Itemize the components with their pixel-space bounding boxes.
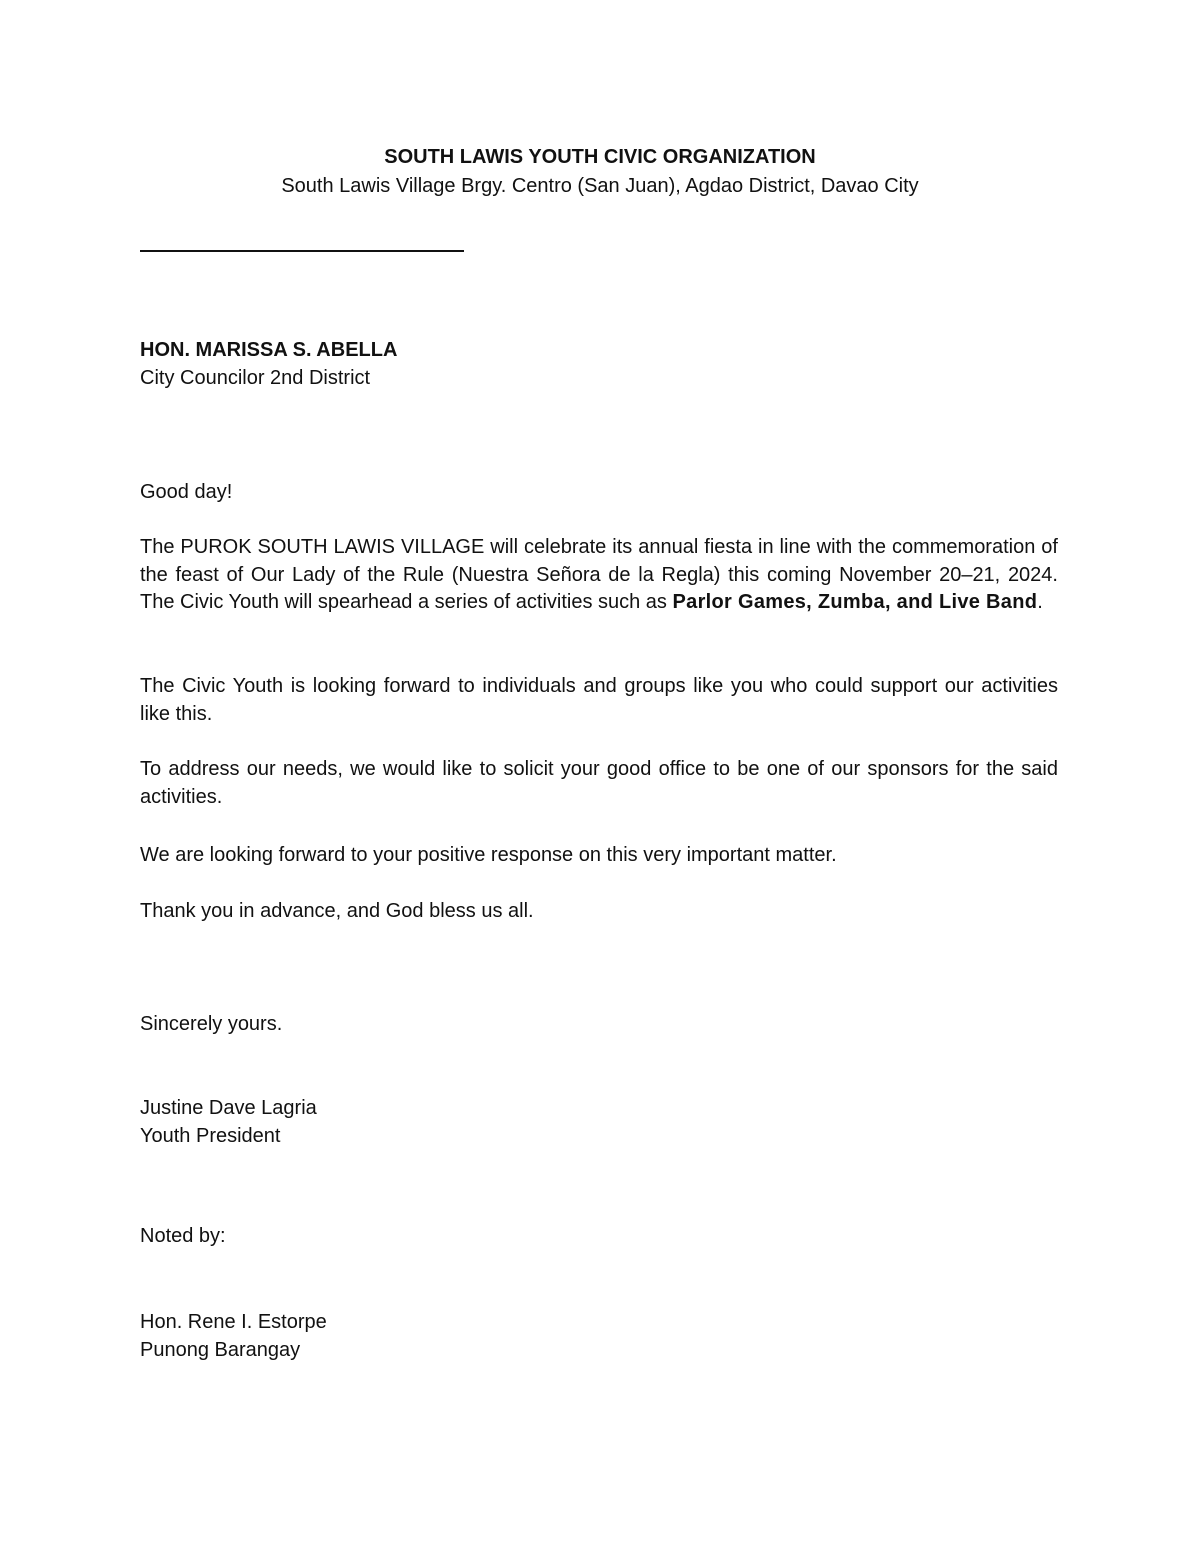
paragraph-solicit: To address our needs, we would like to solicit your good office to be one of our sponsors for the said activities. <box>140 758 1058 808</box>
organization-address: South Lawis Village Brgy. Centro (San Juan), Agdao District, Davao City <box>281 175 919 197</box>
paragraph-fiesta-end: . <box>1037 591 1043 613</box>
signer-title: Youth President <box>140 1125 281 1147</box>
paragraph-support: The Civic Youth is looking forward to individuals and groups like you who could support our activities like this. <box>140 675 1058 725</box>
noter-title: Punong Barangay <box>140 1339 301 1361</box>
greeting: Good day! <box>140 481 233 503</box>
header-divider <box>140 250 464 252</box>
valediction: Sincerely yours. <box>140 1013 283 1035</box>
noter-name: Hon. Rene I. Estorpe <box>140 1311 327 1333</box>
activities-list: Parlor Games, Zumba, and Live Band <box>672 591 1038 613</box>
paragraph-thanks: Thank you in advance, and God bless us all. <box>140 900 534 922</box>
recipient-name: HON. MARISSA S. ABELLA <box>140 339 398 361</box>
noted-by-label: Noted by: <box>140 1225 226 1247</box>
organization-name: SOUTH LAWIS YOUTH CIVIC ORGANIZATION <box>384 146 816 168</box>
paragraph-fiesta <box>140 534 1058 617</box>
paragraph-response: We are looking forward to your positive response on this very important matter. <box>140 844 837 866</box>
recipient-title: City Councilor 2nd District <box>140 367 371 389</box>
paragraph-fiesta-text: The PUROK SOUTH LAWIS VILLAGE will celebrate its annual fiesta in line with the commemoration of the feast of Our Lady of the Rule (Nuestra Señora de la Regla) this coming November 20–21, 2024. The Civic Youth will spearhead a series of activities such as <box>140 536 1058 613</box>
signer-name: Justine Dave Lagria <box>140 1097 317 1119</box>
